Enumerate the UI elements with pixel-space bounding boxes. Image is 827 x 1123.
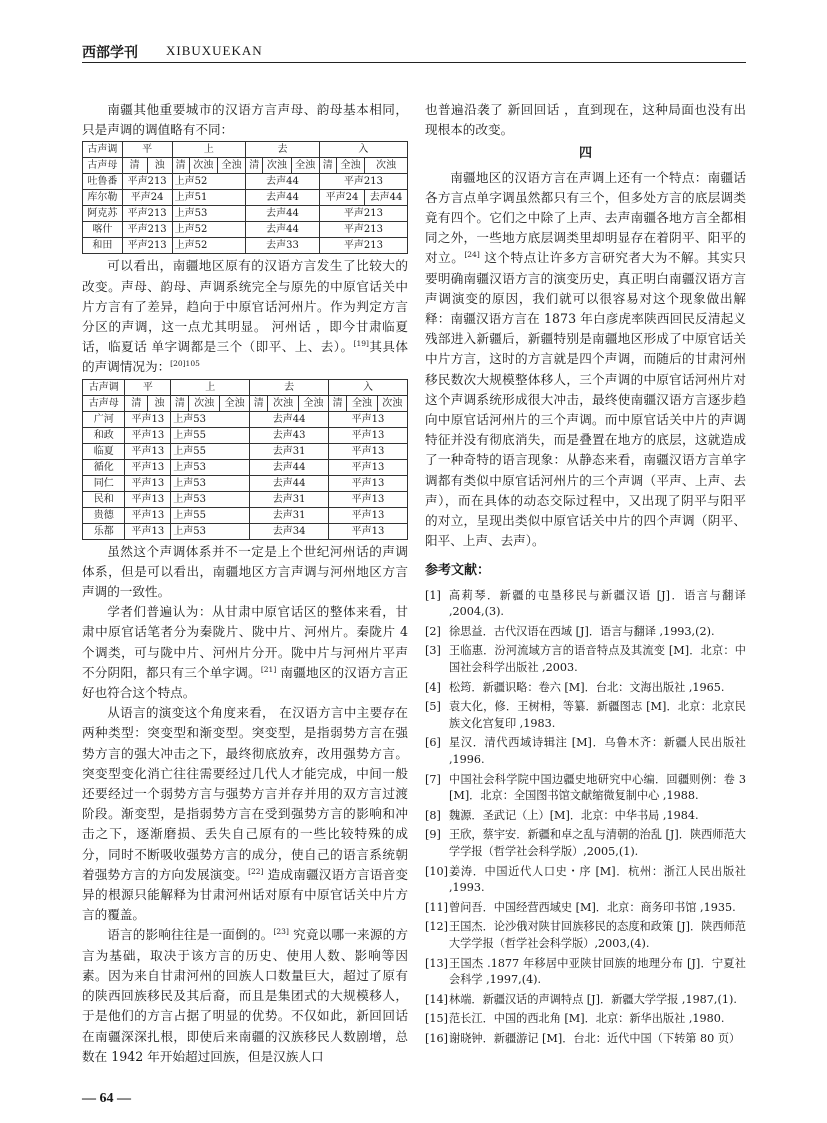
- table-cell: 平声13: [329, 427, 408, 443]
- left-column: [82, 100, 408, 1067]
- table-cell: 上声51: [172, 190, 246, 206]
- table-subheader-cell: 浊: [148, 395, 171, 411]
- reference-text: 王国杰．论沙俄对陕甘回族移民的态度和政策 [J]．陕西师范大学学报（哲学社会科学版）,2003,(4).: [449, 920, 746, 950]
- table-header-cell: 古声调: [83, 379, 125, 395]
- reference-item: [425, 680, 746, 697]
- table-cell: 上声53: [171, 459, 250, 475]
- table-cell-place: 同仁: [83, 475, 125, 491]
- table-header-cell: 古声调: [83, 142, 123, 158]
- reference-item: [425, 1031, 746, 1048]
- table-cell: 去声44: [246, 206, 320, 222]
- reference-text: 魏源．圣武记（上）[M]．北京：中华书局 ,1984.: [449, 808, 699, 822]
- reference-item: [425, 643, 746, 676]
- table-header-cell: 入: [329, 379, 408, 395]
- table-cell-place: 和田: [83, 238, 123, 254]
- table-cell: 平声213: [122, 206, 172, 222]
- table-subheader-cell: 清: [250, 395, 268, 411]
- reference-text: 高莉琴．新疆的屯垦移民与新疆汉语 [J]．语言与翻译 ,2004,(3).: [449, 588, 746, 619]
- reference-number: [5]: [425, 700, 441, 714]
- table-cell: 平声213: [319, 238, 407, 254]
- reference-number: [16]: [425, 1031, 448, 1045]
- table-cell: 上声53: [171, 475, 250, 491]
- table-row: [83, 491, 408, 507]
- table-cell-place: 循化: [83, 459, 125, 475]
- table-cell: 上声52: [172, 174, 246, 190]
- table-cell: 平声13: [329, 491, 408, 507]
- reference-item: [425, 1011, 746, 1028]
- table-subheader-cell: 清: [122, 158, 147, 174]
- reference-text: 松筠．新疆识略：卷六 [M]．台北：文海出版社 ,1965.: [449, 680, 725, 694]
- page-number: — 64 —: [82, 1091, 131, 1106]
- tone-table-hezhou: [82, 379, 408, 540]
- table-row: [83, 507, 408, 523]
- table-cell: 平声24: [319, 190, 364, 206]
- header-rule: [82, 62, 746, 63]
- table-cell: 平声213: [122, 174, 172, 190]
- table-cell: 平声13: [125, 443, 171, 459]
- table-subheader-cell: 次浊: [365, 158, 408, 174]
- reference-item: [425, 735, 746, 768]
- table-subheader-cell: 古声母: [83, 395, 125, 411]
- table-cell-place: 阿克苏: [83, 206, 123, 222]
- table-cell: 上声53: [172, 206, 246, 222]
- table-row: [83, 523, 408, 539]
- table-row: [83, 190, 408, 206]
- table-subheader-cell: 次浊: [263, 158, 291, 174]
- right-column: [425, 100, 746, 1051]
- paragraph: 南疆地区的汉语方言在声调上还有一个特点：南疆话各方言点单字调虽然都只有三个，但多处方言的底层调类竟有四个。它们之中除了上声、去声南疆各地方言全都相同之外，一些地方底层调类里却明显存在着阴平、阳平的对立。[24] 这个特点让许多方言研究者大为不解。其实只要明确南疆汉语方言的演变历史，真正明白南疆汉语方言声调演变的原因，我们就可以很容易对这个现象做出解释：南疆汉语方言在 1873 年白彦虎率陕西回民反清起义残部进入新疆后，新疆特别是南疆地区形成了中原官话关中片方言，这时的方言就是四个声调，而随后的甘肃河州移民数次大规模整体移人，三个声调的中原官话河州片对这个声调系统形成很大冲击，最终使南疆汉语方言逐步趋向中原官话河州片的三个声调。而中原官话关中片的声调特征并没有彻底消失，而是叠置在地方的底层，这就造成了一种奇特的语言现象：从静态来看，南疆汉语方言单字调都有类似中原官话河州片的三个声调（平声、上声、去声），而在具体的动态交际过程中，又出现了阴平与阳平的对立，呈现出类似中原官话关中片的四个声调（阴平、阳平、上声、去声）。: [425, 169, 746, 549]
- table-row: [83, 443, 408, 459]
- paragraph: 从语言的演变这个角度来看， 在汉语方言中主要存在两种类型：突变型和渐变型。突变型，是指弱势方言在强势方言的强大冲击之下，最终彻底放弃，改用强势方言。突变型变化消亡往往需要经过几代人才能完成，中间一般还要经过一个弱势方言与强势方言并存并用的双方言过渡阶段。渐变型，是指弱势方言在受到强势方言的影响和冲击之下，逐渐磨损、丢失自己原有的一些比较特殊的成分，同时不断吸收强势方言的成分，使自己的语言系统朝着强势方言的方向发展演变。[22] 造成南疆汉语方言语音变异的根源只能解释为甘肃河州话对原有中原官话关中片方言的覆盖。: [82, 705, 409, 923]
- journal-name: 西部学刊: [82, 45, 138, 61]
- reference-text: 范长江．中国的西北角 [M]．北京：新华出版社 ,1980.: [449, 1012, 725, 1026]
- reference-number: [11]: [425, 900, 448, 914]
- table-cell: 平声13: [125, 459, 171, 475]
- table-cell: 平声13: [125, 507, 171, 523]
- reference-list: [425, 588, 746, 1048]
- table-cell: 上声52: [172, 238, 246, 254]
- table-header-cell: 平: [122, 142, 172, 158]
- reference-text: 星汉．清代西域诗辑注 [M]．乌鲁木齐：新疆人民出版社 ,1996.: [449, 736, 746, 767]
- table-header-cell: 上: [172, 142, 246, 158]
- reference-item: [425, 956, 746, 989]
- table-cell: 去声33: [246, 238, 320, 254]
- reference-number: [7]: [425, 772, 441, 786]
- table-cell: 去声44: [250, 459, 329, 475]
- table-cell-place: 乐都: [83, 523, 125, 539]
- running-header: [82, 40, 746, 64]
- reference-number: [10]: [425, 864, 448, 878]
- table-subheader-row: [83, 158, 408, 174]
- reference-number: [2]: [425, 624, 441, 638]
- table-subheader-cell: 全浊: [219, 395, 249, 411]
- reference-text: 姜涛．中国近代人口史・序 [M]．杭州：浙江人民出版社 ,1993.: [449, 864, 746, 895]
- table-subheader-cell: 次浊: [189, 395, 219, 411]
- table-cell: 平声24: [122, 190, 172, 206]
- reference-text: 林端．新疆汉话的声调特点 [J]．新疆大学学报 ,1987,(1).: [449, 992, 737, 1006]
- table-header-cell: 平: [125, 379, 171, 395]
- table-cell-place: 广河: [83, 411, 125, 427]
- table-cell: 平声213: [319, 222, 407, 238]
- reference-text: 袁大化，修．王树枏，等纂．新疆图志 [M]．北京：北京民族文化宫复印 ,1983.: [449, 700, 746, 730]
- table-cell: 去声44: [250, 411, 329, 427]
- table-cell: 去声31: [250, 491, 329, 507]
- table-subheader-cell: 清: [329, 395, 347, 411]
- reference-item: [425, 827, 746, 860]
- table-cell-place: 喀什: [83, 222, 123, 238]
- reference-number: [4]: [425, 680, 441, 694]
- table-cell: 平声13: [329, 507, 408, 523]
- reference-item: [425, 624, 746, 641]
- table-subheader-cell: 清: [172, 158, 189, 174]
- journal-pinyin: XIBUXUEKAN: [166, 43, 263, 58]
- table-cell: 平声213: [122, 238, 172, 254]
- paragraph: 也普遍沿袭了 新回回话 ，直到现在，这种局面也没有出现根本的改变。: [425, 102, 746, 138]
- table-cell-place: 贵德: [83, 507, 125, 523]
- reference-text: 王欣，蔡宇安．新疆和卓之乱与清朝的治乱 [J]．陕西师范大学学报（哲学社会科学版）,2005,(1).: [449, 828, 746, 858]
- reference-number: [14]: [425, 992, 448, 1006]
- table-subheader-cell: 浊: [147, 158, 172, 174]
- table-subheader-cell: 全浊: [291, 158, 319, 174]
- table-cell: 去声44: [365, 190, 408, 206]
- table-row: [83, 475, 408, 491]
- table-cell: 上声55: [171, 507, 250, 523]
- table-subheader-cell: 清: [125, 395, 148, 411]
- table-cell: 去声44: [246, 174, 320, 190]
- reference-text: 谢晓钟．新疆游记 [M]．台北：近代中国（下转第 80 页）: [449, 1031, 741, 1045]
- table-subheader-cell: 全浊: [298, 395, 328, 411]
- table-subheader-cell: 清: [171, 395, 189, 411]
- reference-text: 王国杰 .1877 年移居中亚陕甘回族的地理分布 [J]．宁夏社会科学 ,1997,(4).: [449, 956, 746, 987]
- reference-number: [15]: [425, 1012, 448, 1026]
- table-cell: 平声213: [319, 206, 407, 222]
- reference-item: [425, 919, 746, 952]
- table-cell: 上声53: [171, 523, 250, 539]
- table-row: [83, 411, 408, 427]
- section-heading: 四: [578, 146, 592, 162]
- reference-text: 王临惠．汾河流域方言的语音特点及其流变 [M]．北京：中国社会科学出版社 ,2003.: [449, 644, 746, 675]
- reference-number: [3]: [425, 644, 441, 658]
- table-subheader-cell: 次浊: [189, 158, 217, 174]
- table-subheader-cell: 全浊: [336, 158, 364, 174]
- reference-number: [13]: [425, 956, 448, 970]
- reference-item: [425, 808, 746, 825]
- reference-item: [425, 992, 746, 1009]
- table-cell: 去声31: [250, 443, 329, 459]
- table-header-row: [83, 142, 408, 158]
- table-cell: 平声13: [125, 523, 171, 539]
- table-cell: 去声44: [246, 222, 320, 238]
- table-row: [83, 222, 408, 238]
- table-cell: 上声55: [171, 427, 250, 443]
- table-cell: 去声34: [250, 523, 329, 539]
- table-subheader-cell: 清: [319, 158, 336, 174]
- table-cell: 去声44: [246, 190, 320, 206]
- table-cell: 上声52: [172, 222, 246, 238]
- reference-text: 徐思益．古代汉语在西域 [J]．语言与翻译 ,1993,(2).: [449, 624, 715, 638]
- paragraph: 虽然这个声调体系并不一定是上个世纪河州话的声调体系，但是可以看出，南疆地区方言声调与河州地区方言声调的一致性。: [82, 543, 408, 600]
- table-cell-place: 吐鲁番: [83, 174, 123, 190]
- table-cell: 平声13: [329, 459, 408, 475]
- table-header-row: [83, 379, 408, 395]
- table-cell-place: 临夏: [83, 443, 125, 459]
- table-cell: 去声44: [250, 475, 329, 491]
- table-row: [83, 459, 408, 475]
- table-subheader-row: [83, 395, 408, 411]
- paragraph: 语言的影响往往是一面倒的。[23] 究竟以哪一来源的方言为基础，取决于该方言的历史、使用人数、影响等因素。因为来自甘肃河州的回族人口数量巨大，超过了原有的陕西回族移民及其后裔，而且是集团式的大规模移人，于是他们的方言占据了明显的优势。不仅如此，新回回话 在南疆深深扎根，即使后来南疆的汉族移民人数剧增，总数在 1942 年开始超过回族，但是汉族人口: [82, 927, 408, 1064]
- table-cell: 上声55: [171, 443, 250, 459]
- table-cell: 平声13: [125, 475, 171, 491]
- table-cell: 平声13: [329, 443, 408, 459]
- table-row: [83, 206, 408, 222]
- reference-item: [425, 588, 746, 621]
- reference-text: 曾问吾．中国经营西域史 [M]．北京：商务印书馆 ,1935.: [449, 900, 736, 914]
- references-heading: 参考文献：: [425, 563, 491, 579]
- reference-text: 中国社会科学院中国边疆史地研究中心编．回疆则例：卷 3 [M]．北京：全国图书馆文献缩微复制中心 ,1988.: [449, 772, 746, 803]
- table-subheader-cell: 古声母: [83, 158, 123, 174]
- reference-item: [425, 699, 746, 732]
- table-cell-place: 民和: [83, 491, 125, 507]
- table-header-cell: 去: [250, 379, 329, 395]
- table-cell: 去声31: [250, 507, 329, 523]
- table-cell: 上声53: [171, 411, 250, 427]
- table-row: [83, 238, 408, 254]
- table-cell: 平声13: [125, 427, 171, 443]
- table-cell-place: 和政: [83, 427, 125, 443]
- table-cell: 平声13: [329, 523, 408, 539]
- reference-number: [1]: [425, 588, 441, 602]
- table-cell: 平声213: [319, 174, 407, 190]
- table-cell: 上声53: [171, 491, 250, 507]
- reference-item: [425, 864, 746, 897]
- table-subheader-cell: 全浊: [347, 395, 377, 411]
- tone-table-southern-xinjiang: [82, 141, 408, 254]
- reference-number: [6]: [425, 736, 441, 750]
- table-cell: 平声13: [125, 491, 171, 507]
- reference-number: [9]: [425, 828, 441, 842]
- paragraph: 学者们普遍认为：从甘肃中原官话区的整体来看，甘肃中原官话笔者分为秦陇片、陇中片、河州片。秦陇片 4 个调类，可与陇中片、河州片分开。陇中片与河州片平声不分阴阳，都只有三个单字调。[21] 南疆地区的汉语方言正好也符合这个特点。: [82, 604, 408, 701]
- table-cell: 平声13: [329, 411, 408, 427]
- table-header-cell: 上: [171, 379, 250, 395]
- table-cell: 去声43: [250, 427, 329, 443]
- paragraph: 可以看出，南疆地区原有的汉语方言发生了比较大的改变。声母、韵母、声调系统完全与原先的中原官话关中片方言有了差异，趋向于中原官话河州片。作为判定方言分区的声调，这一点尤其明显。 河州话 ，即今甘肃临夏话，临夏话 单字调都是三个（即平、上、去）。[19]其具体的声调情况为：$^{[20]105}$: [82, 258, 408, 375]
- reference-item: [425, 900, 746, 917]
- table-header-cell: 入: [319, 142, 407, 158]
- reference-number: [8]: [425, 808, 441, 822]
- table-cell: 平声13: [125, 411, 171, 427]
- paragraph: 南疆其他重要城市的汉语方言声母、韵母基本相同，只是声调的调值略有不同：: [82, 102, 408, 138]
- reference-number: [12]: [425, 920, 448, 934]
- table-row: [83, 427, 408, 443]
- table-subheader-cell: 清: [246, 158, 263, 174]
- table-cell-place: 库尔勒: [83, 190, 123, 206]
- table-cell: 平声213: [122, 222, 172, 238]
- table-cell: 平声13: [329, 475, 408, 491]
- table-header-cell: 去: [246, 142, 320, 158]
- table-subheader-cell: 全浊: [217, 158, 245, 174]
- table-subheader-cell: 次浊: [268, 395, 298, 411]
- table-subheader-cell: 次浊: [377, 395, 407, 411]
- table-row: [83, 174, 408, 190]
- reference-item: [425, 772, 746, 805]
